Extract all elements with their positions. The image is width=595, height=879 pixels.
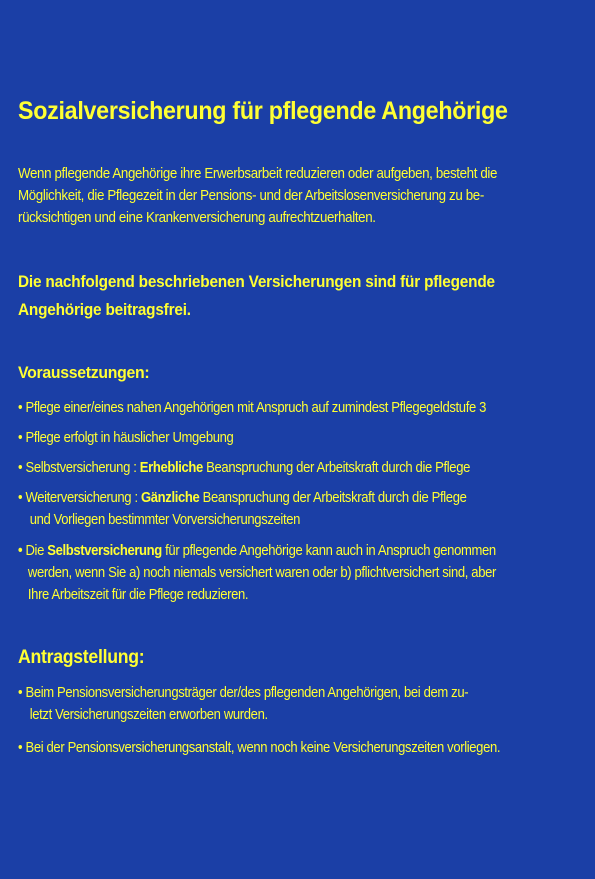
highlight-line: Angehörige beitragsfrei. [18, 301, 191, 319]
list-item: • Pflege erfolgt in häuslicher Umgebung [18, 430, 234, 446]
antragstellung-heading: Antragstellung: [18, 647, 145, 668]
highlight-statement [18, 268, 495, 324]
voraussetzungen-heading: Voraussetzungen: [18, 363, 150, 382]
list-item: • Beim Pensionsversicherungsträger der/des pflegenden Angehörigen, bei dem zu- letzt Versicherungszeiten erworben wurden. [18, 685, 469, 723]
list-item: • Weiterversicherung : Gänzliche Beanspruchung der Arbeitskraft durch die Pflege und Vorliegen bestimmter Vorversicherungszeiten [18, 490, 467, 528]
list-item: • Selbstversicherung : Erhebliche Beanspruchung der Arbeitskraft durch die Pflege [18, 460, 471, 476]
list-item: • Bei der Pensionsversicherungsanstalt, wenn noch keine Versicherungszeiten vorliegen. [18, 740, 501, 756]
highlight-line: Die nachfolgend beschriebenen Versicherungen sind für pflegende [18, 273, 495, 291]
page-title: Sozialversicherung für pflegende Angehörige [18, 97, 508, 125]
list-item: • Pflege einer/eines nahen Angehörigen mit Anspruch auf zumindest Pflegegeldstufe 3 [18, 400, 487, 416]
intro-line: rücksichtigen und eine Krankenversicherung aufrechtzuerhalten. [18, 210, 376, 226]
list-item: • Die Selbstversicherung für pflegende Angehörige kann auch in Anspruch genommen werden, wenn Sie a) noch niemals versichert waren oder b) pflichtversichert sind, aber Ihre Arbeitszeit für die Pflege reduzieren. [18, 543, 496, 603]
intro-line: Möglichkeit, die Pflegezeit in der Pensions- und der Arbeitslosenversicherung zu be- [18, 188, 484, 204]
intro-line: Wenn pflegende Angehörige ihre Erwerbsarbeit reduzieren oder aufgeben, besteht die [18, 166, 498, 182]
intro-paragraph [18, 163, 533, 229]
